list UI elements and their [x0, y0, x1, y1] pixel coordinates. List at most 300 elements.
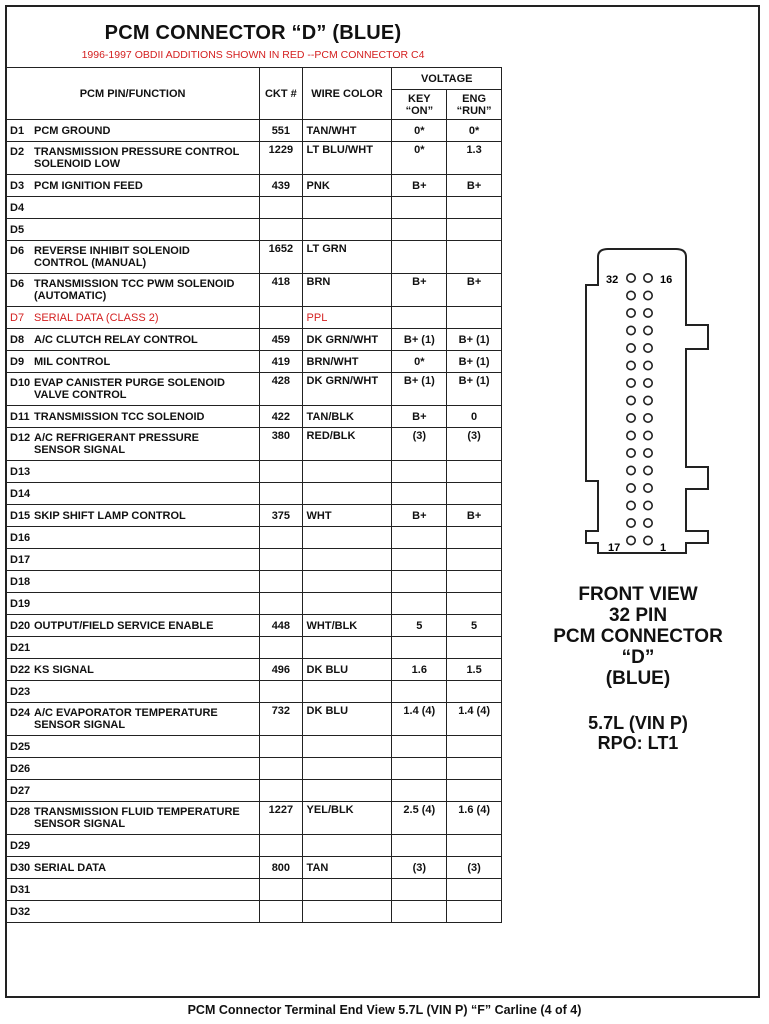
key-on-cell: 0* [392, 120, 447, 142]
wire-color-cell: BRN [302, 274, 392, 307]
pin-id: D11 [10, 410, 30, 423]
table-row [6, 307, 502, 329]
header-pin-function: PCM PIN/FUNCTION [6, 68, 260, 120]
pin-function: SKIP SHIFT LAMP CONTROL [34, 509, 186, 522]
header-ckt: CKT # [260, 68, 302, 120]
ckt-cell: 551 [260, 120, 302, 142]
wire-color-cell: BRN/WHT [302, 351, 392, 373]
pin-hole [627, 309, 635, 317]
key-on-cell: 1.6 [392, 659, 447, 681]
pin-hole [627, 484, 635, 492]
pin-function-cell [6, 780, 260, 802]
wire-color-cell: TAN/BLK [302, 406, 392, 428]
pin-function-cell [6, 802, 260, 835]
wire-color-cell [302, 637, 392, 659]
pin-label-1: 1 [660, 542, 667, 554]
header-voltage: VOLTAGE [392, 68, 502, 90]
pin-id: D17 [10, 553, 31, 566]
wire-color-cell [302, 901, 392, 923]
key-on-cell [392, 527, 447, 549]
pin-hole [644, 291, 652, 299]
eng-run-cell [447, 901, 502, 923]
eng-run-cell: B+ [447, 274, 502, 307]
header-key-on-line1: KEY [408, 92, 431, 105]
pin-label-32: 32 [606, 274, 619, 286]
pin-hole [627, 431, 635, 439]
pin-id: D28 [10, 806, 31, 818]
table-row [6, 857, 502, 879]
eng-run-cell [447, 571, 502, 593]
header-key-on-line2: “ON” [405, 104, 434, 117]
key-on-cell: 2.5 (4) [392, 802, 447, 835]
pin-hole [644, 414, 652, 422]
pin-function-cell [6, 736, 260, 758]
pin-function-cell [6, 307, 260, 329]
connector-pins [627, 274, 652, 545]
pin-hole [644, 449, 652, 457]
pin-id: D16 [10, 531, 31, 544]
pin-hole [644, 536, 652, 544]
ckt-cell: 375 [260, 505, 302, 527]
pin-function: PCM GROUND [34, 124, 111, 137]
pin-hole [644, 396, 652, 404]
pin-id: D14 [10, 487, 31, 500]
eng-run-cell [447, 758, 502, 780]
key-on-cell: B+ [392, 274, 447, 307]
pin-function-cell [6, 549, 260, 571]
eng-run-cell: B+ [447, 175, 502, 197]
ckt-cell [260, 549, 302, 571]
table-row [6, 835, 502, 857]
pin-id: D2 [10, 146, 25, 158]
pin-function: MIL CONTROL [34, 355, 111, 368]
pin-id: D9 [10, 355, 25, 368]
pin-function-cell [6, 142, 260, 175]
ckt-cell [260, 197, 302, 219]
eng-run-cell [447, 527, 502, 549]
key-on-cell: 0* [392, 351, 447, 373]
eng-run-cell: 0 [447, 406, 502, 428]
pin-function: A/C CLUTCH RELAY CONTROL [34, 333, 198, 346]
pin-hole [627, 536, 635, 544]
table-row [6, 142, 502, 175]
pin-hole [644, 361, 652, 369]
key-on-cell: (3) [392, 857, 447, 879]
table-row [6, 780, 502, 802]
table-row [6, 406, 502, 428]
pin-function: PCM IGNITION FEED [34, 179, 143, 192]
key-on-cell [392, 758, 447, 780]
table-row [6, 802, 502, 835]
ckt-cell: 428 [260, 373, 302, 406]
key-on-cell [392, 197, 447, 219]
key-on-cell [392, 571, 447, 593]
wire-color-cell [302, 197, 392, 219]
ckt-cell [260, 593, 302, 615]
wire-color-cell [302, 461, 392, 483]
table-row [6, 120, 502, 142]
ckt-cell [260, 219, 302, 241]
pin-function-cell [6, 879, 260, 901]
eng-run-cell [447, 780, 502, 802]
wire-color-cell [302, 736, 392, 758]
header-eng-run-line1: ENG [462, 92, 487, 105]
pin-id: D15 [10, 509, 31, 522]
ckt-cell [260, 758, 302, 780]
pin-function-cell [6, 681, 260, 703]
pin-function: SERIAL DATA [34, 861, 107, 874]
wire-color-cell: LT BLU/WHT [302, 142, 392, 175]
ckt-cell [260, 780, 302, 802]
wire-color-cell [302, 879, 392, 901]
wire-color-cell: DK BLU [302, 703, 392, 736]
pin-id: D5 [10, 223, 25, 236]
key-on-cell [392, 593, 447, 615]
key-on-cell [392, 901, 447, 923]
table-row [6, 351, 502, 373]
pin-function-cell [6, 274, 260, 307]
table-row [6, 758, 502, 780]
key-on-cell [392, 780, 447, 802]
pin-function-cell [6, 241, 260, 274]
header-key-on [392, 90, 447, 120]
pin-id: D6 [10, 245, 25, 257]
pin-function: A/C REFRIGERANT PRESSURE SENSOR SIGNAL [34, 432, 200, 456]
ckt-cell [260, 461, 302, 483]
pin-id: D10 [10, 377, 31, 389]
pin-hole [627, 274, 635, 282]
pin-hole [627, 414, 635, 422]
pin-hole [644, 274, 652, 282]
pin-id: D12 [10, 432, 31, 444]
key-on-cell: 5 [392, 615, 447, 637]
wire-color-cell: YEL/BLK [302, 802, 392, 835]
connector-diagram [580, 245, 710, 565]
pin-hole [627, 396, 635, 404]
pin-function: EVAP CANISTER PURGE SOLENOID VALVE CONTROL [34, 377, 225, 401]
table-row [6, 241, 502, 274]
pin-id: D3 [10, 179, 25, 192]
eng-run-cell: 1.3 [447, 142, 502, 175]
eng-run-cell [447, 219, 502, 241]
header-wire-color: WIRE COLOR [302, 68, 392, 120]
pin-hole [644, 484, 652, 492]
ckt-cell [260, 527, 302, 549]
wire-color-cell [302, 483, 392, 505]
page-title: PCM CONNECTOR “D” (BLUE) [104, 22, 402, 44]
wire-color-cell [302, 758, 392, 780]
key-on-cell: B+ (1) [392, 373, 447, 406]
pin-id: D22 [10, 663, 31, 676]
eng-run-cell: 1.4 (4) [447, 703, 502, 736]
pin-function: SERIAL DATA (CLASS 2) [34, 311, 159, 324]
caption-32-pin: 32 PIN [608, 605, 668, 626]
pin-id: D20 [10, 619, 31, 632]
ckt-cell [260, 736, 302, 758]
pin-function-cell [6, 351, 260, 373]
caption-blue: (BLUE) [605, 668, 671, 689]
pin-id: D30 [10, 861, 31, 874]
wire-color-cell: DK GRN/WHT [302, 373, 392, 406]
pin-hole [644, 309, 652, 317]
pin-hole [627, 466, 635, 474]
pin-function: TRANSMISSION PRESSURE CONTROL SOLENOID LOW [34, 146, 240, 170]
key-on-cell: B+ [392, 505, 447, 527]
wire-color-cell: WHT/BLK [302, 615, 392, 637]
ckt-cell: 732 [260, 703, 302, 736]
connector-outline [586, 249, 708, 553]
ckt-cell: 419 [260, 351, 302, 373]
wire-color-cell: WHT [302, 505, 392, 527]
key-on-cell [392, 879, 447, 901]
pin-function-cell [6, 120, 260, 142]
ckt-cell [260, 835, 302, 857]
table-row [6, 659, 502, 681]
pin-function-cell [6, 197, 260, 219]
page-footer: PCM Connector Terminal End View 5.7L (VIN P) “F” Carline (4 of 4) [187, 1003, 582, 1017]
ckt-cell: 422 [260, 406, 302, 428]
key-on-cell [392, 307, 447, 329]
pin-function-cell [6, 857, 260, 879]
pin-function-cell [6, 835, 260, 857]
table-row [6, 615, 502, 637]
pin-hole [644, 501, 652, 509]
pin-function-cell [6, 406, 260, 428]
key-on-cell: 1.4 (4) [392, 703, 447, 736]
eng-run-cell: B+ (1) [447, 329, 502, 351]
pin-function-cell [6, 637, 260, 659]
eng-run-cell [447, 736, 502, 758]
eng-run-cell: 0* [447, 120, 502, 142]
eng-run-cell: 5 [447, 615, 502, 637]
table-row [6, 461, 502, 483]
key-on-cell [392, 483, 447, 505]
pin-function-cell [6, 483, 260, 505]
wire-color-cell: LT GRN [302, 241, 392, 274]
pin-id: D7 [10, 311, 25, 324]
table-row [6, 571, 502, 593]
pin-id: D32 [10, 905, 31, 918]
ckt-cell [260, 571, 302, 593]
ckt-cell: 1227 [260, 802, 302, 835]
ckt-cell: 800 [260, 857, 302, 879]
key-on-cell: 0* [392, 142, 447, 175]
table-row [6, 274, 502, 307]
pin-hole [644, 519, 652, 527]
pin-id: D27 [10, 784, 31, 797]
ckt-cell [260, 307, 302, 329]
pin-function: OUTPUT/FIELD SERVICE ENABLE [34, 619, 214, 632]
eng-run-cell [447, 241, 502, 274]
ckt-cell: 1652 [260, 241, 302, 274]
pin-function-cell [6, 175, 260, 197]
caption-d: “D” [621, 647, 655, 668]
eng-run-cell [447, 879, 502, 901]
pin-hole [627, 344, 635, 352]
wire-color-cell: RED/BLK [302, 428, 392, 461]
eng-run-cell: B+ (1) [447, 351, 502, 373]
pin-hole [627, 519, 635, 527]
key-on-cell: B+ [392, 175, 447, 197]
pin-hole [644, 466, 652, 474]
eng-run-cell [447, 637, 502, 659]
ckt-cell: 439 [260, 175, 302, 197]
caption-pcm-connector: PCM CONNECTOR [553, 626, 723, 647]
ckt-cell: 380 [260, 428, 302, 461]
table-row [6, 637, 502, 659]
eng-run-cell [447, 307, 502, 329]
pin-id: D1 [10, 124, 25, 137]
pin-function-cell [6, 461, 260, 483]
pin-id: D25 [10, 740, 31, 753]
table-row [6, 428, 502, 461]
pin-id: D4 [10, 201, 25, 214]
table-row [6, 329, 502, 351]
pin-table-body [6, 120, 502, 923]
key-on-cell [392, 549, 447, 571]
pin-function-cell [6, 428, 260, 461]
ckt-cell [260, 681, 302, 703]
pin-hole [627, 291, 635, 299]
wire-color-cell [302, 593, 392, 615]
pin-function-cell [6, 505, 260, 527]
table-row [6, 901, 502, 923]
pin-id: D31 [10, 883, 31, 896]
pin-function-cell [6, 329, 260, 351]
pin-id: D29 [10, 839, 31, 852]
pin-hole [644, 326, 652, 334]
pin-id: D6 [10, 278, 25, 290]
pin-id: D8 [10, 333, 25, 346]
wire-color-cell [302, 527, 392, 549]
eng-run-cell [447, 461, 502, 483]
eng-run-cell: (3) [447, 428, 502, 461]
header-eng-run-line2: “RUN” [456, 104, 492, 117]
pin-id: D18 [10, 575, 31, 588]
wire-color-cell: TAN/WHT [302, 120, 392, 142]
pin-id: D21 [10, 641, 31, 654]
eng-run-cell [447, 681, 502, 703]
key-on-cell [392, 681, 447, 703]
page-subtitle: 1996-1997 OBDII ADDITIONS SHOWN IN RED --PCM CONNECTOR C4 [81, 49, 425, 61]
pin-function-cell [6, 219, 260, 241]
pin-id: D26 [10, 762, 31, 775]
eng-run-cell: 1.5 [447, 659, 502, 681]
wire-color-cell: TAN [302, 857, 392, 879]
pin-function-cell [6, 527, 260, 549]
eng-run-cell: B+ (1) [447, 373, 502, 406]
table-row [6, 219, 502, 241]
pin-id: D24 [10, 707, 31, 719]
table-row [6, 703, 502, 736]
pin-function: KS SIGNAL [34, 663, 94, 676]
wire-color-cell [302, 835, 392, 857]
wire-color-cell [302, 780, 392, 802]
pin-id: D23 [10, 685, 31, 698]
eng-run-cell [447, 197, 502, 219]
ckt-cell: 496 [260, 659, 302, 681]
key-on-cell [392, 461, 447, 483]
header-eng-run [447, 90, 502, 120]
ckt-cell [260, 879, 302, 901]
ckt-cell: 1229 [260, 142, 302, 175]
pin-hole [627, 326, 635, 334]
table-row [6, 879, 502, 901]
ckt-cell [260, 483, 302, 505]
eng-run-cell: (3) [447, 857, 502, 879]
table-row [6, 736, 502, 758]
pin-function-cell [6, 901, 260, 923]
pin-id: D19 [10, 597, 31, 610]
wire-color-cell: DK BLU [302, 659, 392, 681]
table-row [6, 175, 502, 197]
table-row [6, 197, 502, 219]
pin-function: TRANSMISSION TCC PWM SOLENOID (AUTOMATIC) [34, 278, 235, 302]
wire-color-cell: PNK [302, 175, 392, 197]
pin-function: TRANSMISSION TCC SOLENOID [34, 410, 205, 423]
pin-hole [627, 501, 635, 509]
pin-hole [644, 379, 652, 387]
table-row [6, 527, 502, 549]
engine-rpo: RPO: LT1 [597, 733, 679, 753]
pin-function-cell [6, 593, 260, 615]
ckt-cell: 459 [260, 329, 302, 351]
ckt-cell [260, 637, 302, 659]
pin-hole [627, 449, 635, 457]
eng-run-cell: B+ [447, 505, 502, 527]
pin-function-cell [6, 571, 260, 593]
engine-vin: 5.7L (VIN P) [588, 713, 688, 733]
pin-hole [627, 361, 635, 369]
pin-hole [627, 379, 635, 387]
wire-color-cell [302, 219, 392, 241]
wire-color-cell: PPL [302, 307, 392, 329]
ckt-cell [260, 901, 302, 923]
pin-function-cell [6, 615, 260, 637]
key-on-cell [392, 241, 447, 274]
ckt-cell: 448 [260, 615, 302, 637]
pin-function-cell [6, 373, 260, 406]
connector-caption [528, 584, 748, 689]
table-row [6, 681, 502, 703]
pin-function: A/C EVAPORATOR TEMPERATURE SENSOR SIGNAL [34, 707, 218, 731]
pin-hole [644, 344, 652, 352]
table-row [6, 593, 502, 615]
eng-run-cell [447, 483, 502, 505]
pin-label-16: 16 [660, 274, 673, 286]
pin-function-cell [6, 758, 260, 780]
pin-id: D13 [10, 465, 31, 478]
key-on-cell [392, 219, 447, 241]
key-on-cell: (3) [392, 428, 447, 461]
table-row [6, 549, 502, 571]
wire-color-cell: DK GRN/WHT [302, 329, 392, 351]
wire-color-cell [302, 571, 392, 593]
eng-run-cell: 1.6 (4) [447, 802, 502, 835]
engine-caption [528, 713, 748, 753]
wire-color-cell [302, 681, 392, 703]
eng-run-cell [447, 835, 502, 857]
table-row [6, 373, 502, 406]
eng-run-cell [447, 549, 502, 571]
key-on-cell [392, 736, 447, 758]
wire-color-cell [302, 549, 392, 571]
pin-table [5, 67, 502, 923]
key-on-cell: B+ [392, 406, 447, 428]
key-on-cell [392, 637, 447, 659]
pin-function-cell [6, 659, 260, 681]
table-row [6, 505, 502, 527]
